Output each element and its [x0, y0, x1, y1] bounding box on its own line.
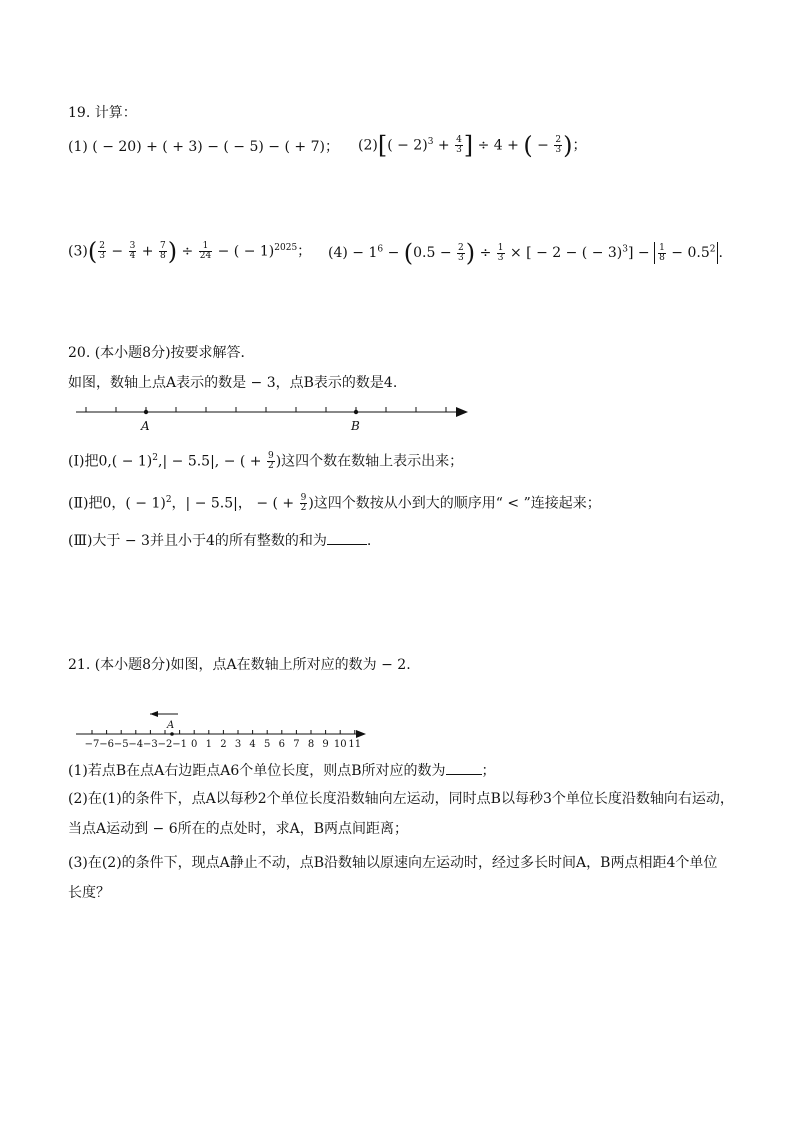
q21-tick-label: −3: [143, 739, 158, 750]
q19-part4-start: − 1: [347, 245, 378, 261]
q20-part1-exp: 2: [152, 452, 159, 463]
q21-part1-end: ；: [481, 763, 496, 779]
q19-part2-frac2: $\frac{2}{3}$: [555, 135, 562, 155]
q19-part4-exp1: 6: [377, 244, 384, 255]
q21-part2-line1: (2)在(1)的条件下，点A以每秒2个单位长度沿数轴向左运动，同时点B以每秒3个单位长度沿数轴向右运动，: [68, 791, 734, 807]
q19-part2-rest: ÷ 4 +: [473, 137, 524, 154]
q19-part2-exp: 3: [427, 136, 434, 147]
q19-part2-minus: −: [532, 137, 554, 154]
q20-label-b: B: [351, 419, 360, 433]
q21-part3-line1: (3)在(2)的条件下，现点A静止不动，点B沿数轴以原速向左运动时，经过多长时间A，B两点相距4个单位: [68, 855, 718, 871]
q19-part2-term: ( − 2): [387, 137, 428, 154]
q19-part1: [68, 138, 339, 156]
q19-part4: $(4) - 1^6 - (0.5$ − $\frac{2}{3}$ ) ÷ $\frac{1}{3}$ × [ − 2 − ( − 3)$^3$] − $\frac{1}{8}$ − $0.5^2$ .: [328, 239, 723, 267]
q21-part1: [68, 760, 496, 780]
q19-part2-plus: +: [433, 137, 455, 154]
q20-part2-frac: $\frac{9}{2}$: [300, 493, 307, 513]
q20-part2-exp: 2: [165, 494, 172, 505]
q20-ticks: [86, 407, 446, 412]
q21-tick-label: 8: [307, 739, 315, 750]
q21-title: 21. (本小题8分)如图，点A在数轴上所对应的数为 − 2.: [68, 657, 411, 673]
q21-tick-label: −1: [172, 739, 187, 750]
q21-tick-label: −2: [157, 739, 173, 750]
q19-part4-div: ÷: [475, 245, 496, 261]
q19-part2: $(2)[( - 2)^3$ + $\frac{4}{3}$ ] ÷ 4 + ( − $\frac{2}{3}$ )；: [358, 131, 587, 160]
q19-part3-tail: − ( − 1): [213, 243, 275, 260]
q20-part1-frac: $\frac{9}{2}$: [267, 451, 274, 471]
q21-axis-arrow: [356, 730, 366, 738]
q21-answer-blank[interactable]: [446, 760, 482, 775]
q21-tick-label: 0: [191, 739, 198, 750]
q21-label-a: A: [167, 720, 175, 731]
q20-part2: [68, 494, 601, 513]
q21-part2-line2: 当点A运动到 − 6所在的点处时，求A，B两点间距离；: [68, 821, 409, 837]
q20-point-b: [354, 410, 358, 414]
q19-part4-end: .: [718, 245, 723, 261]
q20-number-line: [70, 400, 474, 434]
q21-tick-label: 6: [278, 739, 285, 750]
q21-motion-arrow: [150, 711, 158, 717]
q19-part4-abs-rest: − 0.5: [666, 245, 710, 261]
q20-part3-text: (Ⅲ)大于 − 3并且小于4的所有整数的和为: [68, 533, 327, 549]
q21-part3-line2: 长度？: [68, 885, 110, 901]
q20-axis-arrow: [456, 407, 468, 417]
q21-tick-label: −4: [128, 739, 144, 750]
q21-tick-label: 5: [264, 739, 271, 750]
q20-part2-pre: (Ⅱ)把0，( − 1): [68, 495, 166, 512]
q19-part3-frac4: $\frac{1}{24}$: [199, 241, 212, 261]
q20-label-a: A: [141, 419, 150, 433]
q19-part2-label: (2): [358, 137, 378, 154]
q19-part3-frac1: $\frac{2}{3}$: [99, 241, 105, 261]
q19-part2-end: ；: [572, 137, 587, 154]
q20-intro: 如图，数轴上点A表示的数是 − 3，点B表示的数是4.: [68, 375, 398, 391]
q21-number-line: [74, 708, 370, 752]
q21-point-a: [170, 732, 174, 736]
q20-title: 20. (本小题8分)按要求解答．: [68, 345, 255, 361]
q19-part1-label: (1): [68, 139, 88, 155]
q19-part4-mid: × [ − 2 − ( − 3): [505, 245, 623, 261]
q19-part3-label: (3): [68, 243, 88, 260]
q19-part4-exp2: 3: [622, 244, 628, 255]
q19-part4-frac2: $\frac{1}{3}$: [497, 242, 504, 263]
q21-ticks: [85, 730, 362, 750]
q20-part2-post: )这四个数按从小到大的顺序用“ < ”连接起来；: [308, 495, 601, 512]
q19-part4-term: 0.5 −: [413, 245, 457, 261]
q19-part3-frac3: $\frac{7}{8}$: [159, 241, 166, 261]
q20-part1-mid: ,| − 5.5|, − ( +: [158, 453, 266, 470]
q21-tick-label: −6: [99, 739, 114, 750]
q19-part2-frac: $\frac{4}{3}$: [456, 135, 462, 155]
q19-part3-end: ；: [297, 243, 312, 260]
q19-title: 19. 计算：: [68, 105, 137, 121]
q21-tick-label: 4: [249, 739, 256, 750]
q19-part3: (3)( $\frac{2}{3}$ − $\frac{3}{4}$ + $\frac{7}{8}$ ) ÷ $\frac{1}{24}$ − ( − 1)$^{2025}$；: [68, 237, 312, 266]
q19-part4-label: (4): [328, 245, 348, 261]
q20-answer-blank[interactable]: [327, 530, 367, 545]
q21-part1-text: (1)若点B在点A右边距点A6个单位长度，则点B所对应的数为: [68, 763, 446, 779]
q19-part3-frac2: $\frac{3}{4}$: [129, 241, 136, 261]
q21-tick-label: 7: [293, 739, 300, 750]
q21-tick-label: 11: [348, 739, 362, 750]
q19-part4-frac1: $\frac{2}{3}$: [458, 242, 464, 263]
q20-part3: [68, 530, 371, 550]
q21-tick-label: 2: [220, 739, 227, 750]
q19-part4-minus: −: [383, 245, 404, 261]
q21-tick-label: 9: [322, 739, 329, 750]
q21-tick-label: −7: [84, 739, 100, 750]
q20-point-a: [144, 410, 148, 414]
q21-tick-label: 1: [205, 739, 212, 750]
q21-tick-label: 10: [333, 739, 347, 750]
q21-tick-label: −5: [113, 739, 129, 750]
q20-part2-mid: ，| − 5.5|， − ( +: [171, 495, 299, 512]
q19-part4-exp3: 2: [709, 244, 716, 255]
q21-tick-label: 3: [234, 739, 242, 750]
q20-part1-pre: (Ⅰ)把0,( − 1): [68, 453, 153, 470]
q19-part4-abs: $\frac{1}{8}$ − $0.5^2$: [654, 242, 718, 264]
q20-part1: [68, 452, 463, 471]
q19-part4-mid2: ] −: [628, 245, 655, 261]
q20-part1-post: )这四个数在数轴上表示出来；: [275, 453, 464, 470]
q19-part1-expr: ( − 20) + ( + 3) − ( − 5) − ( + 7)；: [92, 139, 339, 155]
q20-part3-end: .: [366, 533, 372, 549]
q19-part3-exp: 2025: [274, 242, 298, 253]
